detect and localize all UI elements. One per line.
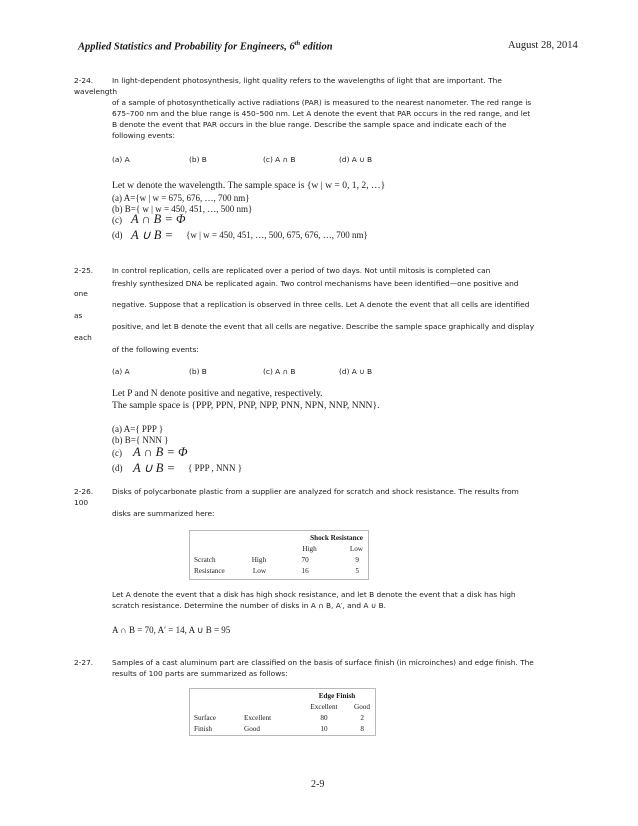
problem-text: In light-dependent photosynthesis, light quality refers to the wavelengths of light that are important. The	[112, 76, 502, 85]
problem-text: of a sample of photosynthetically active radiations (PAR) is measured to the nearest nanometer. The red range is	[112, 98, 532, 107]
problem-text: 675–700 nm and the blue range is 450–500 nm. Let A denote the event that PAR occurs in the red range, and let	[112, 109, 531, 118]
table-group-header: Shock Resistance	[310, 533, 363, 542]
answer-label: (d)	[112, 463, 123, 473]
answer-text: (a) A={w | w = 675, 676, …, 700 nm}	[112, 193, 250, 203]
problem-number: 2-26.	[74, 487, 94, 496]
answer-text: (b) B={ w | w = 450, 451, …, 500 nm}	[112, 204, 253, 214]
table-row-label: Good	[244, 724, 260, 733]
table-row-label: Resistance	[194, 566, 225, 575]
problem-text: Samples of a cast aluminum part are classified on the basis of surface finish (in microinches) and edge finish. The	[112, 658, 534, 667]
event-option: (d) A ∪ B	[339, 367, 373, 376]
event-option: (b) B	[189, 367, 207, 376]
margin-word: as	[74, 311, 83, 320]
margin-word: each	[74, 333, 92, 342]
margin-word: one	[74, 289, 88, 298]
problem-text: freshly synthesized DNA be replicated again. Two control mechanisms have been identified—one positive and	[112, 279, 519, 288]
answer-text: Let w denote the wavelength. The sample space is {w | w = 0, 1, 2, …}	[112, 180, 386, 191]
problem-text: positive, and let B denote the event that all cells are negative. Describe the sample space graphically and display	[112, 322, 535, 331]
table-row	[190, 543, 367, 554]
table-cell: 80	[320, 713, 328, 722]
answer-math: A ∩ B = Φ	[133, 445, 188, 459]
table-row	[190, 565, 367, 576]
event-option: (a) A	[112, 367, 130, 376]
table-cell: 10	[320, 724, 328, 733]
problem-text: Let A denote the event that a disk has high shock resistance, and let B denote the event that a disk has high	[112, 590, 516, 599]
problem-text: of the following events:	[112, 345, 199, 354]
table-cell: 9	[355, 555, 359, 564]
problem-text: wavelength	[74, 87, 118, 96]
running-header-date: August 28, 2014	[508, 40, 578, 51]
problem-number: 2-27.	[74, 658, 94, 667]
edge-finish-table	[190, 690, 374, 734]
problem-text: following events:	[112, 131, 175, 140]
table-row	[190, 554, 367, 565]
answer-text: A ∩ B = 70, A′ = 14, A ∪ B = 95	[112, 625, 231, 635]
problem-text: In control replication, cells are replicated over a period of two days. Not until mitosis is completed can	[112, 266, 491, 275]
answer-math: A ∩ B = Φ	[131, 212, 186, 226]
table-col-header: Low	[349, 544, 363, 553]
problem-text: B denote the event that PAR occurs in the blue range. Describe the sample space and indicate each of the	[112, 120, 507, 129]
problem-text: Disks of polycarbonate plastic from a supplier are analyzed for scratch and shock resistance. The results from	[112, 487, 519, 496]
problem-text: disks are summarized here:	[112, 509, 215, 518]
table-col-header: Good	[354, 702, 370, 711]
problem-text: scratch resistance. Determine the number of disks in A ∩ B, A′, and A ∪ B.	[112, 601, 387, 610]
event-option: (b) B	[189, 155, 207, 164]
answer-text: (a) A={ PPP }	[112, 424, 164, 434]
answer-text: Let P and N denote positive and negative, respectively.	[112, 388, 323, 399]
table-row-label: Surface	[194, 713, 216, 722]
event-option: (c) A ∩ B	[263, 155, 296, 164]
table-row	[190, 701, 374, 712]
table-row-label: High	[251, 555, 267, 564]
table-row-label: Low	[252, 566, 267, 575]
table-cell: 16	[301, 566, 309, 575]
event-option: (d) A ∪ B	[339, 155, 373, 164]
table-group-header: Edge Finish	[318, 691, 356, 700]
answer-math: A ∪ B =	[133, 461, 176, 475]
problem-number: 2-25.	[74, 266, 94, 275]
table-row	[190, 690, 374, 701]
answer-text: (b) B={ NNN }	[112, 435, 169, 445]
shock-resistance-table	[190, 532, 367, 576]
table-cell: 2	[360, 713, 364, 722]
answer-label: (d)	[112, 230, 123, 240]
table-row-label: Excellent	[244, 713, 272, 722]
table-row-label: Finish	[194, 724, 212, 733]
answer-label: (c)	[112, 215, 122, 225]
answer-text: The sample space is {PPP, PPN, PNP, NPP, PNN, NPN, NNP, NNN}.	[112, 400, 380, 411]
answer-label: (c)	[112, 448, 122, 458]
table-row	[190, 723, 374, 734]
margin-word: 100	[74, 498, 89, 507]
event-option: (a) A	[112, 155, 130, 164]
table-cell: 5	[355, 566, 359, 575]
table-row	[190, 532, 367, 543]
answer-math: A ∪ B =	[131, 228, 174, 242]
table-row	[190, 712, 374, 723]
page-number: 2-9	[311, 779, 325, 790]
answer-text: {w | w = 450, 451, …, 500, 675, 676, …, 700 nm}	[186, 230, 368, 240]
table-col-header: High	[302, 544, 317, 553]
table-cell: 70	[301, 555, 309, 564]
answer-text: { PPP , NNN }	[188, 463, 243, 473]
event-option: (c) A ∩ B	[263, 367, 296, 376]
running-header-title: Applied Statistics and Probability for Engineers, 6th edition	[78, 40, 333, 53]
table-col-header: Excellent	[310, 702, 338, 711]
table-cell: 8	[360, 724, 364, 733]
problem-text: results of 100 parts are summarized as follows:	[112, 669, 288, 678]
table-row-label: Scratch	[194, 555, 216, 564]
problem-number: 2-24.	[74, 76, 94, 85]
problem-text: negative. Suppose that a replication is observed in three cells. Let A denote the event that all cells are identified	[112, 300, 530, 309]
